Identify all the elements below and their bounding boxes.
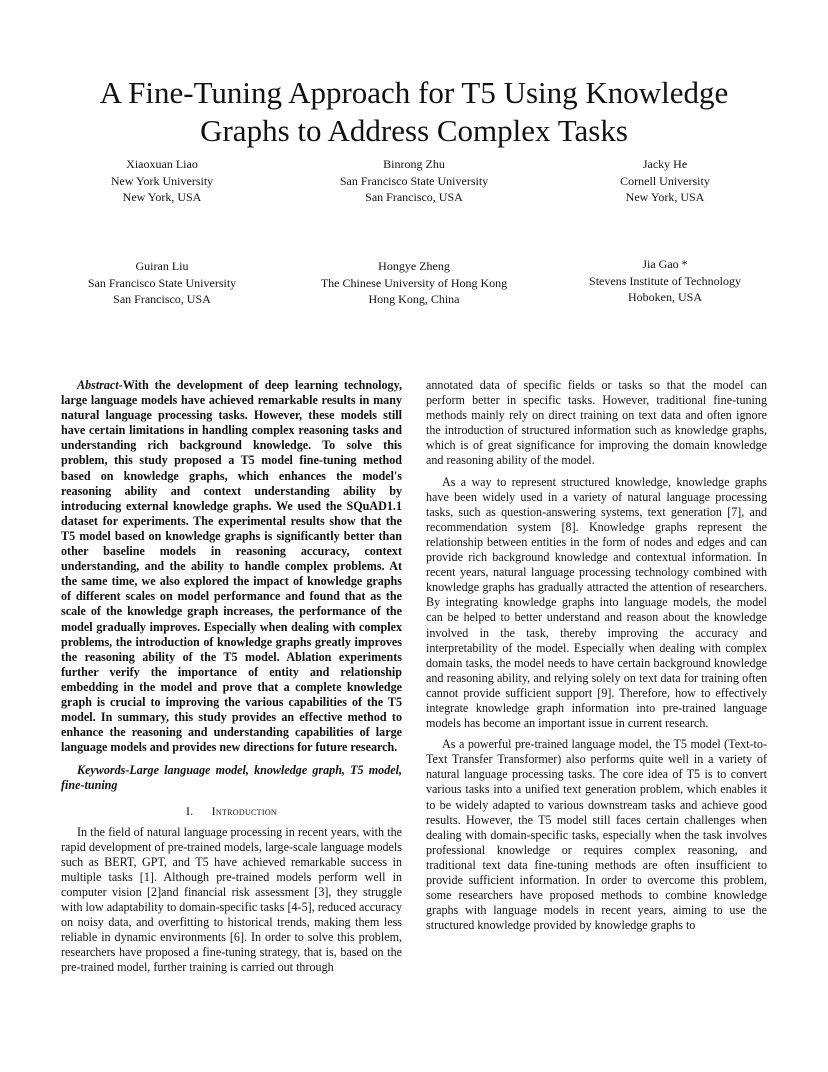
author-block-5 (284, 258, 544, 308)
title-line-2: Graphs to Address Complex Tasks (200, 113, 628, 148)
author-block-6 (535, 256, 795, 306)
title-line-1: A Fine-Tuning Approach for T5 Using Knowledge (99, 75, 729, 110)
intro-paragraph-1: In the field of natural language processing in recent years, with the rapid development of pre-trained models, large-scale language models such as BERT, GPT, and T5 have achieved remarkable success in multiple tasks [1]. Although pre-trained models perform well in computer vision [2]and financial risk assessment [3], they struggle with low adaptability to domain-specific tasks [4-5], reduced accuracy on noisy data, and overfitting to historical trends, making them less reliable in dynamic environments [6]. In order to solve this problem, researchers have proposed a fine-tuning strategy, that is, based on the pre-trained model, further training is carried out through (61, 824, 402, 975)
author-affiliation: San Francisco State University (87, 275, 237, 290)
abstract (61, 378, 402, 755)
right-column (426, 378, 767, 933)
author-affiliation: The Chinese University of Hong Kong (320, 275, 508, 290)
author-block-3 (535, 156, 795, 206)
author-affiliation: Stevens Institute of Technology (589, 273, 741, 288)
author-location: New York, USA (625, 190, 705, 204)
keywords: Keywords-Large language model, knowledge graph, T5 model, fine-tuning (61, 763, 402, 793)
author-block-2 (284, 156, 544, 206)
author-block-1 (32, 156, 292, 206)
author-name: Binrong Zhu (383, 157, 445, 171)
author-location: San Francisco, USA (365, 190, 463, 204)
abstract-text: -With the development of deep learning technology, large language models have achieved remarkable results in many natural language processing tasks. However, these models still have certain limitations in handling complex reasoning tasks and understanding rich background knowledge. To solve this problem, this study proposed a T5 model fine-tuning method based on knowledge graphs, which enhances the model's reasoning ability and context understanding ability by introducing external knowledge graphs. We used the SQuAD1.1 dataset for experiments. The experimental results show that the T5 model based on knowledge graphs is significantly better than other baseline models in reasoning accuracy, context understanding, and the ability to handle complex problems. At the same time, we also explored the impact of knowledge graphs of different scales on model performance and found that as the scale of the knowledge graph increases, the performance of the model gradually improves. Especially when dealing with complex problems, the introduction of knowledge graphs greatly improves the reasoning ability of the T5 model. Ablation experiments further verify the importance of entity and relationship embedding in the model and prove that a complete knowledge graph is crucial to improving the various capabilities of the T5 model. In summary, this study provides an effective method to enhance the reasoning and understanding capabilities of large language models and provides new directions for future research. (61, 378, 402, 755)
author-name: Jacky He (642, 157, 688, 171)
author-location: San Francisco, USA (113, 292, 211, 306)
author-name: Guiran Liu (135, 259, 189, 273)
section-title: Introduction (211, 803, 277, 818)
author-name: Jia Gao * (642, 257, 688, 271)
intro-paragraph-3: As a way to represent structured knowledge, knowledge graphs have been widely used in a variety of natural language processing tasks, such as question-answering systems, text generation [7], and recommendation system [8]. Knowledge graphs represent the relationship between entities in the form of nodes and edges and can provide rich background knowledge and contextual information. In recent years, natural language processing technology combined with knowledge graphs has gradually attracted the attention of researchers. By integrating knowledge graphs into language models, the model can be helped to better understand and reason about the knowledge involved in the task, thereby improving the accuracy and interpretability of the model. Especially when dealing with complex domain tasks, the model needs to have certain background knowledge and reasoning ability, and relying solely on text data for training often cannot provide sufficient support [9]. Therefore, how to effectively integrate knowledge graph information into pre-trained language models has become an important issue in current research. (426, 474, 767, 731)
paper-title (0, 74, 828, 150)
author-location: Hoboken, USA (628, 290, 702, 304)
intro-paragraph-4: As a powerful pre-trained language model, the T5 model (Text-to-Text Transfer Transformer) also performs quite well in a variety of natural language processing tasks. The core idea of T5 is to convert various tasks into a unified text generation problem, which enables it to be widely adapted to various downstream tasks and achieve good results. However, the T5 model still faces certain challenges when dealing with domain-specific tasks, especially when the task involves professional knowledge or requires complex reasoning, and traditional text data fine-tuning methods are often insufficient to provide sufficient information. In order to overcome this problem, some researchers have proposed methods to combine knowledge graphs with language models in recent years, aiming to use the structured knowledge provided by knowledge graphs to (426, 737, 767, 933)
abstract-label: Abstract (77, 378, 119, 392)
intro-paragraph-2: annotated data of specific fields or tasks so that the model can perform better in specific tasks. However, traditional fine-tuning methods mainly rely on direct training on text data and often ignore the introduction of structured information such as knowledge graphs, which is of great significance for improving the domain knowledge and reasoning ability of the model. (426, 378, 767, 468)
author-name: Xiaoxuan Liao (126, 157, 198, 171)
author-affiliation: Cornell University (620, 173, 710, 188)
section-heading-introduction (61, 804, 402, 819)
author-name: Hongye Zheng (378, 259, 450, 273)
author-affiliation: New York University (110, 173, 214, 188)
author-location: New York, USA (122, 190, 202, 204)
author-location: Hong Kong, China (368, 292, 460, 306)
author-block-4 (32, 258, 292, 308)
left-column (61, 378, 402, 976)
author-affiliation: San Francisco State University (339, 173, 489, 188)
section-number: I. (186, 803, 194, 818)
